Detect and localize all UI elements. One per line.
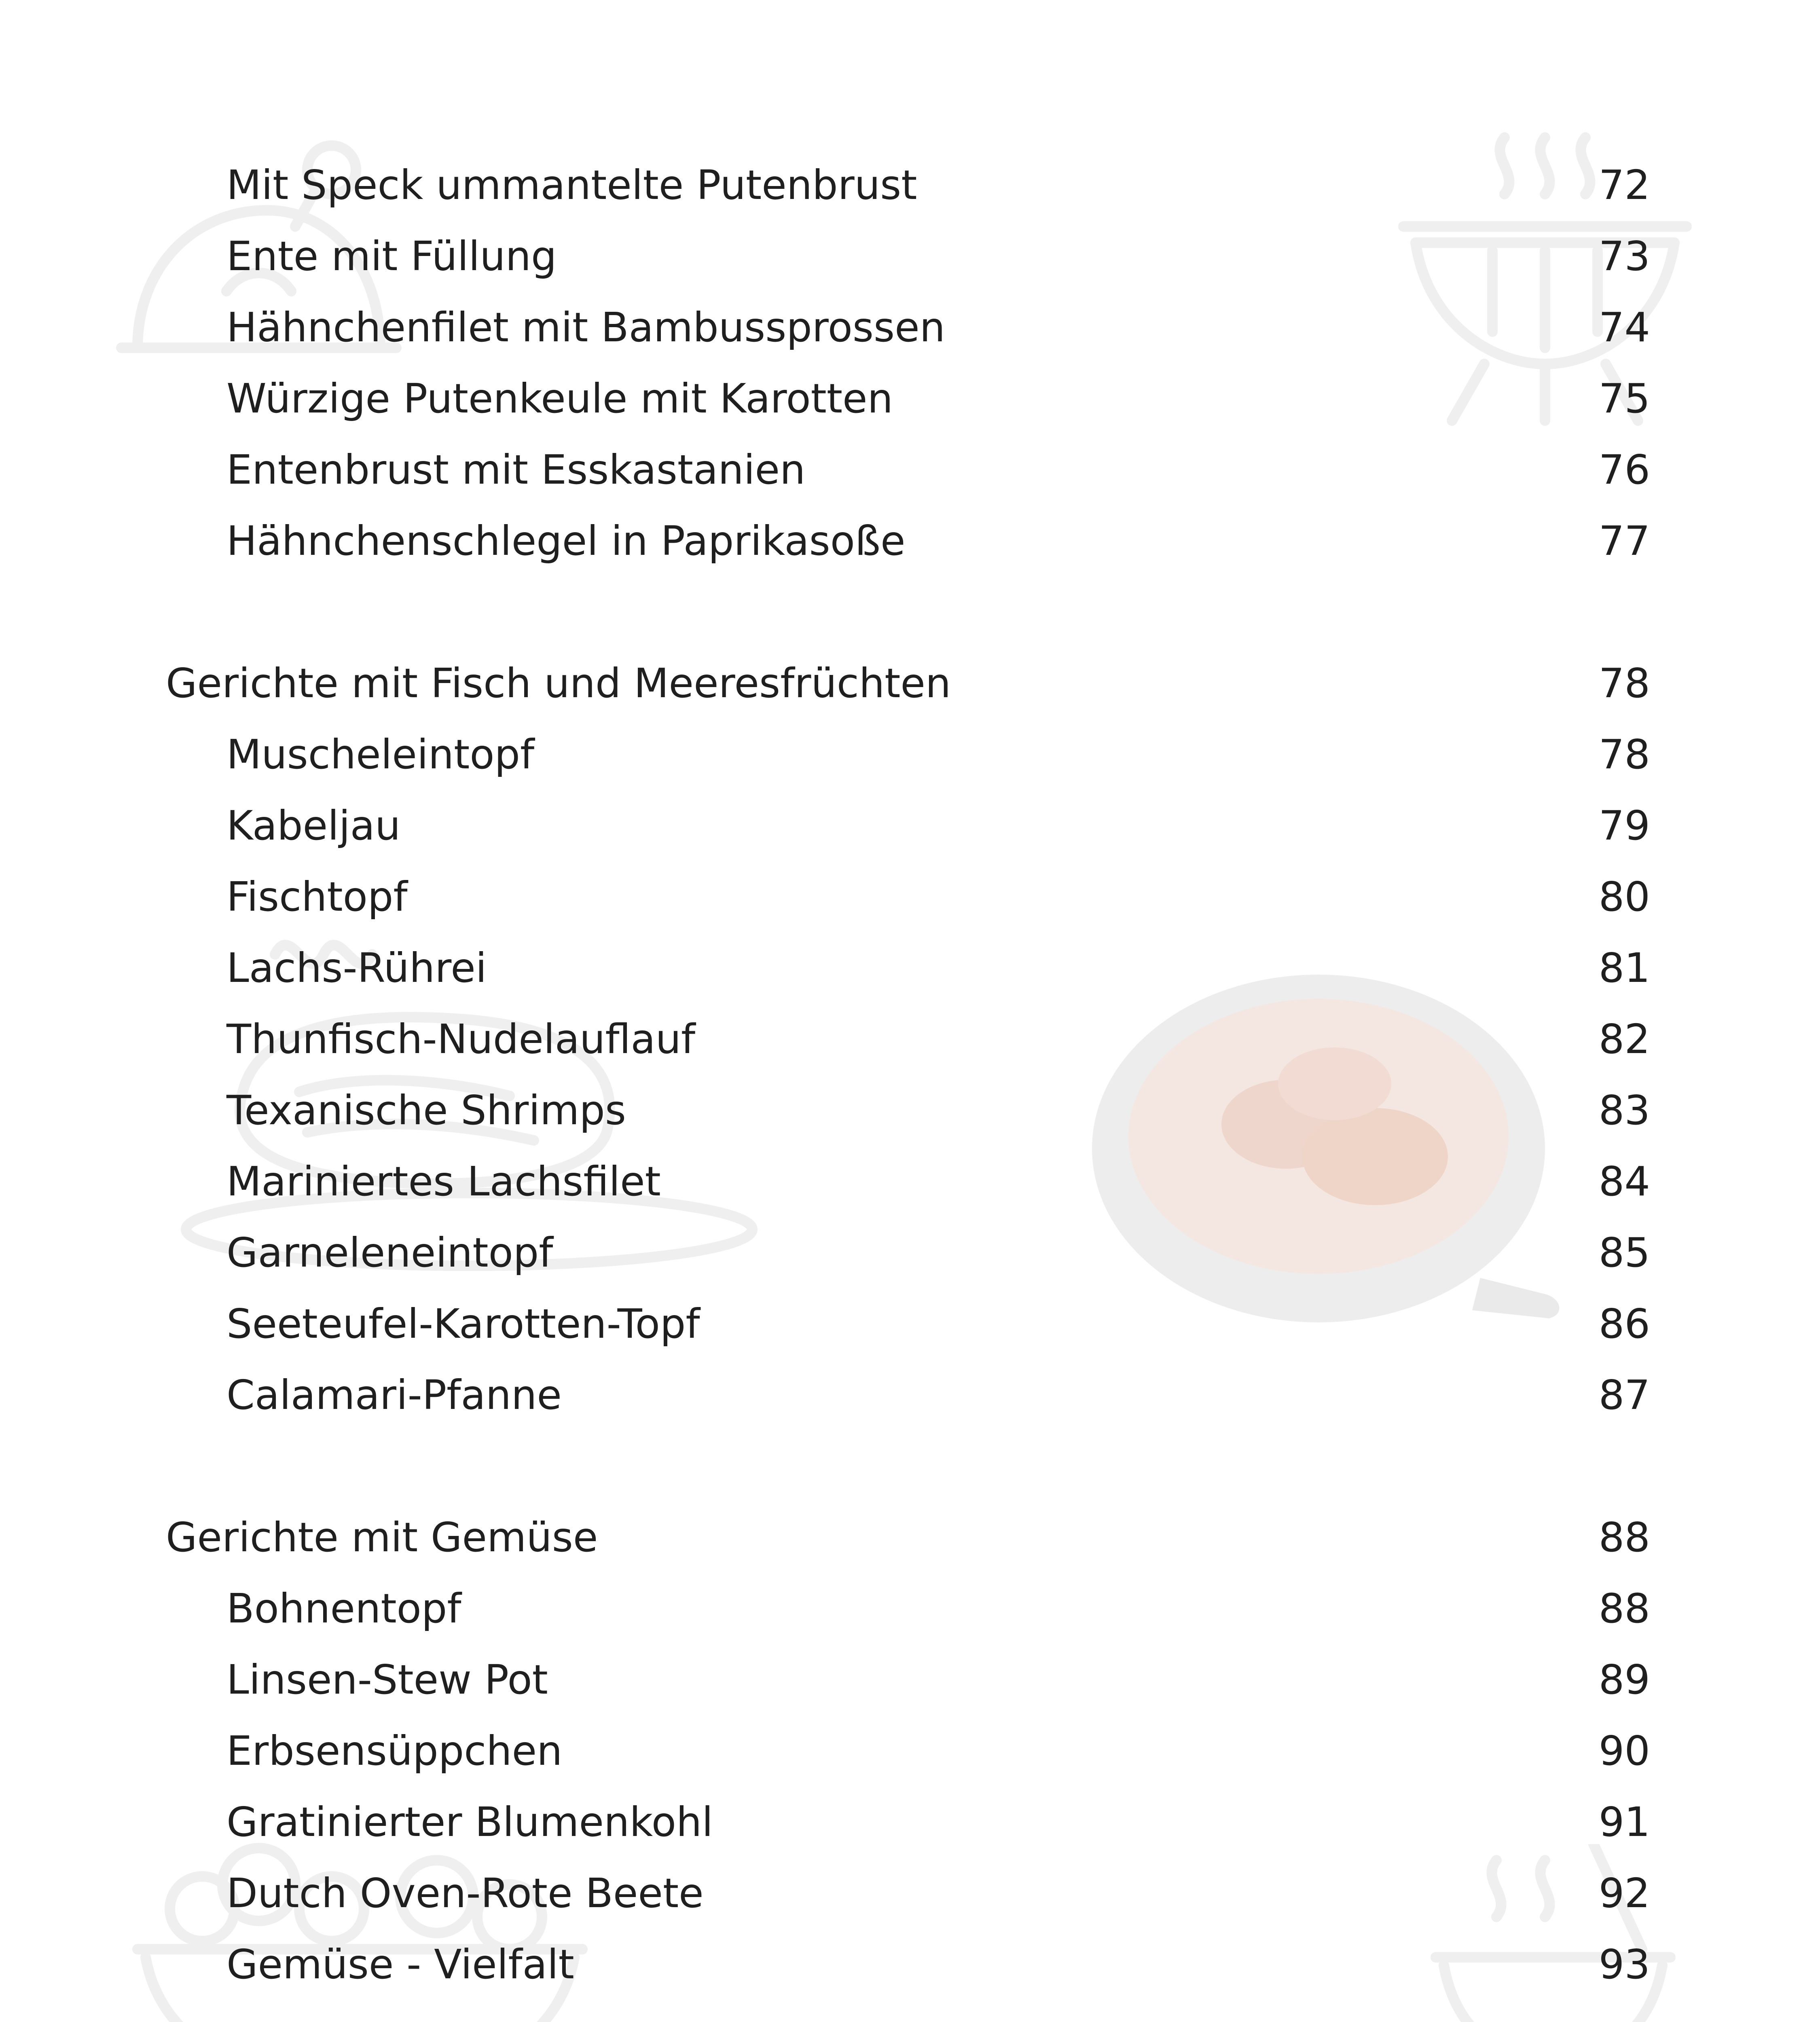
- toc-entry-title: Ente mit Füllung: [226, 233, 557, 280]
- toc-recipe-entry[interactable]: [0, 506, 1820, 576]
- toc-entry-page-number: 76: [1598, 446, 1650, 493]
- toc-recipe-entry[interactable]: [0, 1715, 1820, 1786]
- toc-recipe-entry[interactable]: [0, 1360, 1820, 1430]
- toc-recipe-entry[interactable]: [0, 221, 1820, 292]
- toc-entry-title: Seeteufel-Karotten-Topf: [226, 1300, 700, 1347]
- toc-entry-page-number: 78: [1598, 731, 1650, 778]
- toc-entry-page-number: 78: [1598, 660, 1650, 707]
- toc-entry-page-number: 72: [1598, 161, 1650, 209]
- toc-entry-page-number: 88: [1598, 1514, 1650, 1561]
- toc-entry-title: Kabeljau: [226, 802, 401, 849]
- toc-entry-title: Erbsensüppchen: [226, 1727, 563, 1775]
- toc-recipe-entry[interactable]: [0, 150, 1820, 220]
- toc-section-entry[interactable]: [0, 648, 1820, 719]
- toc-recipe-entry[interactable]: [0, 1858, 1820, 1929]
- toc-entry-page-number: 82: [1598, 1015, 1650, 1063]
- toc-entry-page-number: 81: [1598, 944, 1650, 992]
- toc-entry-title: Mariniertes Lachsfilet: [226, 1158, 661, 1205]
- toc-entry-title: Thunfisch-Nudelauflauf: [226, 1015, 696, 1063]
- toc-entry-title: Mit Speck ummantelte Putenbrust: [226, 161, 917, 209]
- toc-entry-page-number: 74: [1598, 304, 1650, 351]
- toc-entry-title: Gerichte mit Fisch und Meeresfrüchten: [166, 660, 951, 707]
- toc-recipe-entry[interactable]: [0, 1288, 1820, 1359]
- toc-recipe-entry[interactable]: [0, 1217, 1820, 1288]
- toc-entry-page-number: 92: [1598, 1870, 1650, 1917]
- toc-recipe-entry[interactable]: [0, 1644, 1820, 1715]
- toc-section-entry[interactable]: [0, 1502, 1820, 1573]
- toc-entry-title: Hähnchenschlegel in Paprikasoße: [226, 517, 906, 565]
- toc-recipe-entry[interactable]: [0, 1573, 1820, 1644]
- toc-entry-title: Fischtopf: [226, 873, 408, 920]
- toc-recipe-entry[interactable]: [0, 1004, 1820, 1074]
- toc-entry-title: Dutch Oven-Rote Beete: [226, 1870, 704, 1917]
- toc-entry-title: Würzige Putenkeule mit Karotten: [226, 375, 893, 422]
- toc-entry-page-number: 75: [1598, 375, 1650, 422]
- toc-entry-page-number: 85: [1598, 1229, 1650, 1276]
- toc-entry-title: Garneleneintopf: [226, 1229, 553, 1276]
- toc-entry-page-number: 83: [1598, 1087, 1650, 1134]
- toc-entry-page-number: 89: [1598, 1656, 1650, 1703]
- toc-entry-page-number: 93: [1598, 1941, 1650, 1988]
- toc-recipe-entry[interactable]: [0, 1075, 1820, 1146]
- toc-entry-title: Gerichte mit Gemüse: [166, 1514, 598, 1561]
- toc-entry-title: Muscheleintopf: [226, 731, 535, 778]
- toc-entry-page-number: 88: [1598, 1585, 1650, 1632]
- toc-recipe-entry[interactable]: [0, 1787, 1820, 1857]
- toc-recipe-entry[interactable]: [0, 933, 1820, 1003]
- toc-entry-page-number: 73: [1598, 233, 1650, 280]
- toc-entry-page-number: 87: [1598, 1371, 1650, 1419]
- toc-recipe-entry[interactable]: [0, 719, 1820, 790]
- toc-entry-title: Hähnchenfilet mit Bambussprossen: [226, 304, 946, 351]
- toc-recipe-entry[interactable]: [0, 434, 1820, 505]
- toc-entry-page-number: 79: [1598, 802, 1650, 849]
- toc-entry-title: Linsen-Stew Pot: [226, 1656, 548, 1703]
- toc-entry-title: Gratinierter Blumenkohl: [226, 1798, 713, 1846]
- toc-recipe-entry[interactable]: [0, 292, 1820, 363]
- toc-entry-page-number: 86: [1598, 1300, 1650, 1347]
- toc-recipe-entry[interactable]: [0, 363, 1820, 434]
- toc-entry-page-number: 80: [1598, 873, 1650, 920]
- toc-entry-page-number: 77: [1598, 517, 1650, 565]
- toc-entry-page-number: 90: [1598, 1727, 1650, 1775]
- toc-entry-title: Gemüse - Vielfalt: [226, 1941, 574, 1988]
- toc-entry-title: Calamari-Pfanne: [226, 1371, 562, 1419]
- toc-recipe-entry[interactable]: [0, 1929, 1820, 2000]
- toc-entry-title: Bohnentopf: [226, 1585, 461, 1632]
- toc-entry-title: Lachs-Rührei: [226, 944, 487, 992]
- toc-entry-title: Texanische Shrimps: [226, 1087, 626, 1134]
- toc-recipe-entry[interactable]: [0, 861, 1820, 932]
- toc-entry-page-number: 91: [1598, 1798, 1650, 1846]
- toc-recipe-entry[interactable]: [0, 790, 1820, 861]
- toc-entry-title: Entenbrust mit Esskastanien: [226, 446, 806, 493]
- toc-entry-page-number: 84: [1598, 1158, 1650, 1205]
- toc-recipe-entry[interactable]: [0, 1146, 1820, 1217]
